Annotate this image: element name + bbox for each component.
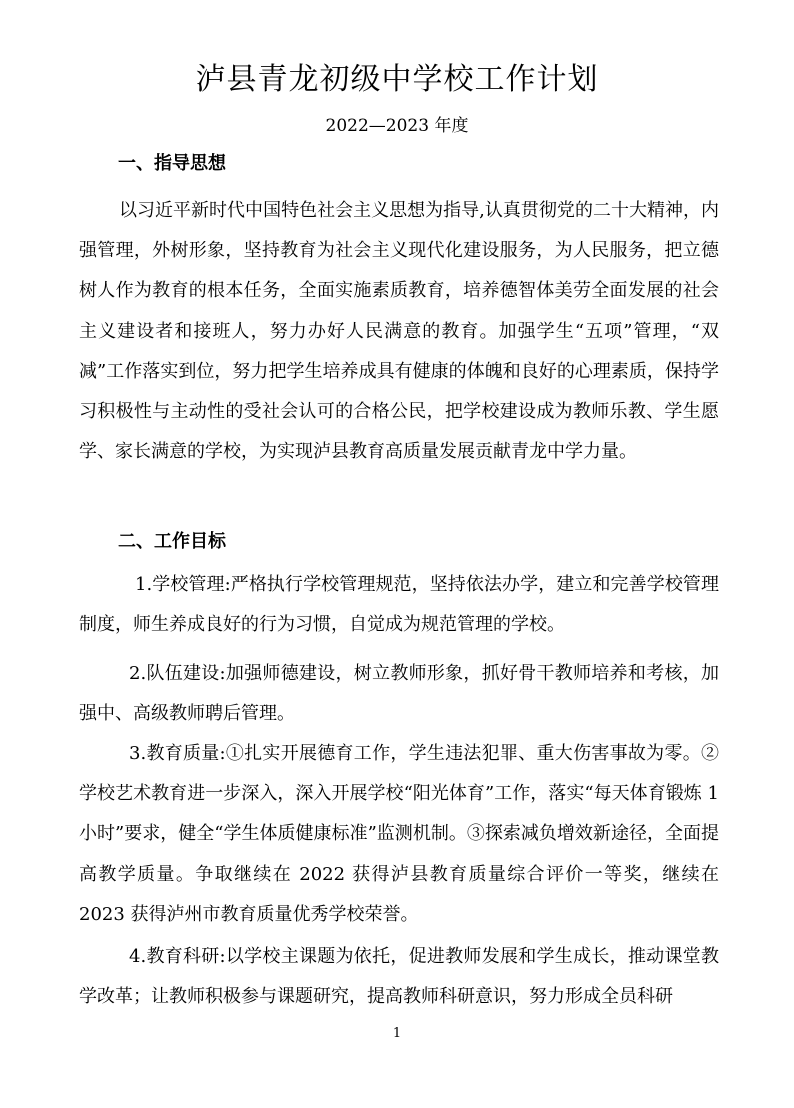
- paragraph-school-management: 1.学校管理:严格执行学校管理规范，坚持依法办学，建立和完善学校管理制度，师生养成良好的行为习惯，自觉成为规范管理的学校。: [79, 574, 719, 636]
- document-subtitle: 2022—2023 年度: [325, 116, 469, 136]
- section-heading-work-goals: 二、工作目标: [118, 531, 226, 552]
- document-title: 泸县青龙初级中学校工作计划: [195, 62, 599, 97]
- paragraph-team-building: 2.队伍建设:加强师德建设，树立教师形象，抓好骨干教师培养和考核，加强中、高级教师聘后管理。: [79, 663, 719, 725]
- paragraph-education-research: 4.教育科研:以学校主课题为依托，促进教师发展和学生成长，推动课堂教学改革；让教师积极参与课题研究，提高教师科研意识，努力形成全员科研: [79, 946, 719, 1008]
- paragraph-guiding-ideology: 以习近平新时代中国特色社会主义思想为指导,认真贯彻党的二十大精神，内强管理，外树形象，坚持教育为社会主义现代化建设服务，为人民服务，把立德树人作为教育的根本任务，全面实施素质教育，培养德智体美劳全面发展的社会主义建设者和接班人，努力办好人民满意的教育。加强学生“五项”管理，“双减”工作落实到位，努力把学生培养成具有健康的体魄和良好的心理素质，保持学习积极性与主动性的受社会认可的合格公民，把学校建设成为教师乐教、学生愿学、家长满意的学校，为实现泸县教育高质量发展贡献青龙中学力量。: [79, 200, 719, 463]
- paragraph-education-quality: 3.教育质量:①扎实开展德育工作，学生违法犯罪、重大伤害事故为零。②学校艺术教育进一步深入，深入开展学校“阳光体育”工作，落实“每天体育锻炼 1 小时”要求，健全“学生体质健康标准”监测机制。③探索减负增效新途径，全面提高教学质量。争取继续在 2022 获得泸县教育质量综合评价一等奖，继续在 2023 获得泸州市教育质量优秀学校荣誉。: [79, 743, 719, 925]
- page-number: 1: [392, 1026, 402, 1041]
- section-heading-guiding-ideology: 一、指导思想: [118, 153, 226, 174]
